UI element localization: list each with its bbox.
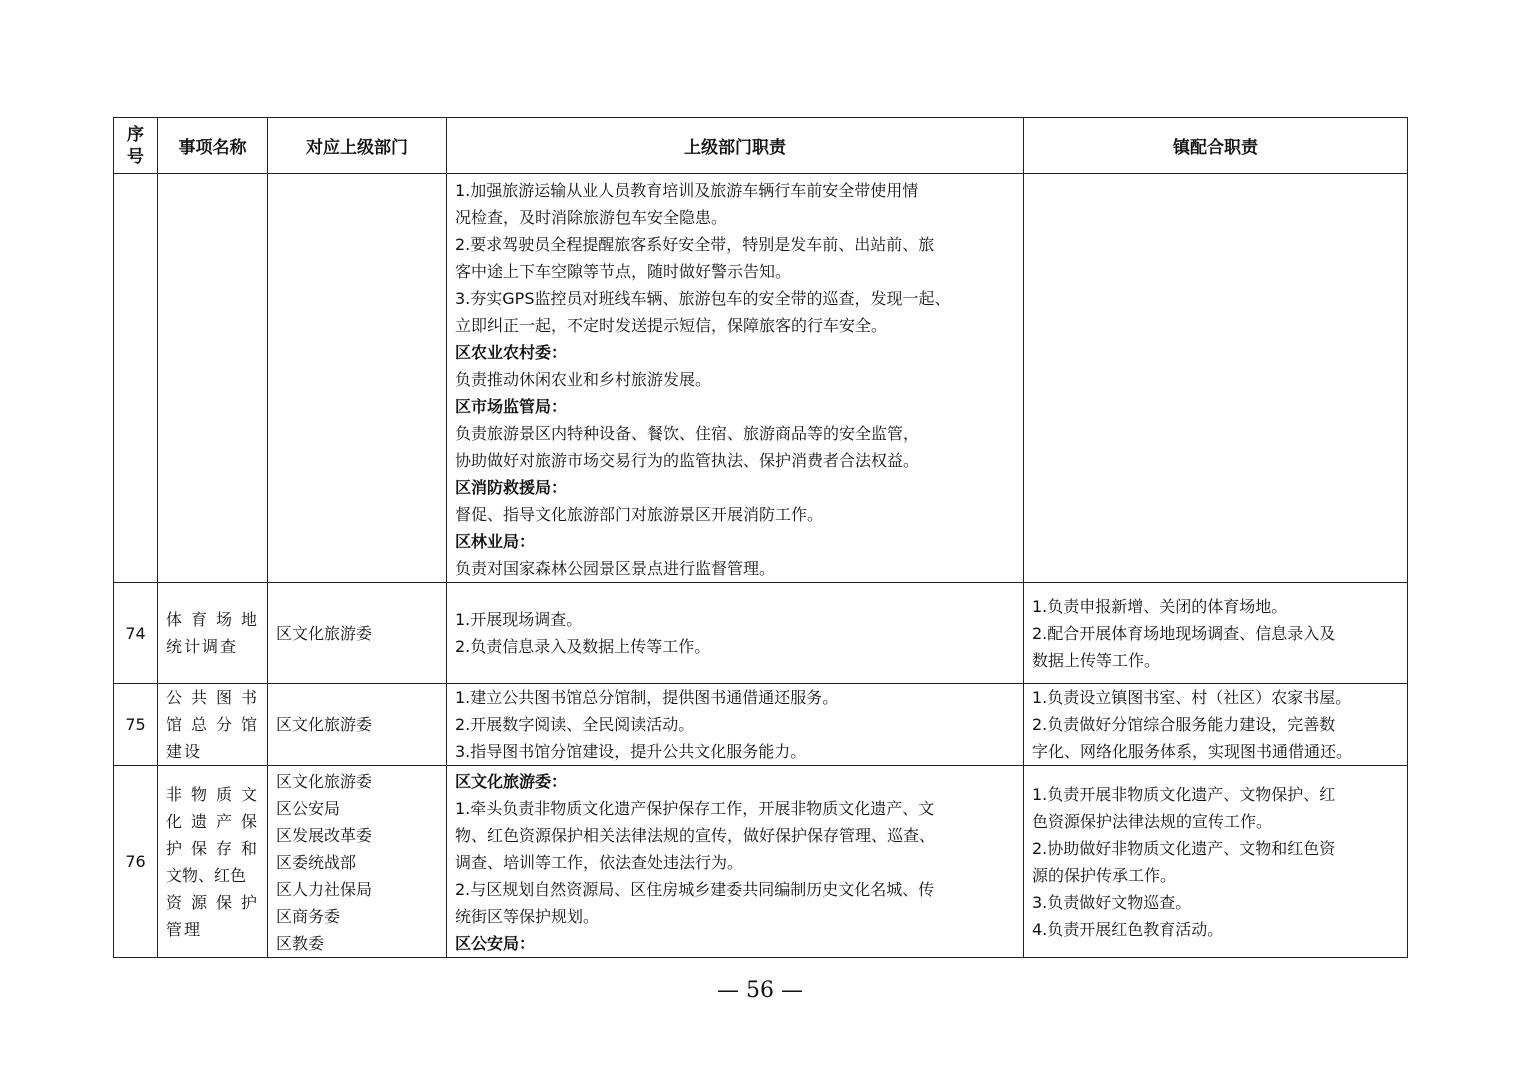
- header-seq: [114, 118, 158, 174]
- town-line: 字化、网络化服务体系，实现图书通借通还。: [1032, 742, 1353, 761]
- dept-line: 区文化旅游委: [276, 715, 373, 734]
- name-line: 公共图书: [166, 688, 259, 707]
- town-line: 1.负责设立镇图书室、村（社区）农家书屋。: [1032, 688, 1352, 707]
- duty-line: 2.开展数字阅读、全民阅读活动。: [455, 715, 695, 734]
- duty-dept-heading: 区文化旅游委：: [455, 772, 568, 791]
- duty-line: 负责对国家森林公园景区景点进行监督管理。: [455, 559, 776, 578]
- dept-line: 区文化旅游委: [276, 623, 373, 643]
- dept-line: 区公安局: [276, 799, 341, 818]
- duty-line: 立即纠正一起，不定时发送提示短信，保障旅客的行车安全。: [455, 316, 888, 335]
- table-row: [114, 583, 1408, 684]
- name-line: 统计调查: [166, 637, 239, 656]
- name-line: 体育场地: [166, 610, 259, 629]
- name-line: 馆总分馆: [166, 715, 259, 734]
- duty-line: 1.牵头负责非物质文化遗产保护保存工作，开展非物质文化遗产、文: [455, 799, 935, 818]
- dept-line: 区文化旅游委: [276, 772, 373, 791]
- duty-line: 物、红色资源保护相关法律法规的宣传，做好保护保存管理、巡查、: [455, 826, 936, 845]
- duty-cell: [447, 766, 1024, 958]
- header-duty: 上级部门职责: [447, 118, 1024, 174]
- name-line: 资源保护: [166, 892, 259, 912]
- dept-line: 区商务委: [276, 907, 341, 926]
- duty-line: 3.指导图书馆分馆建设，提升公共文化服务能力。: [455, 742, 807, 761]
- duty-line: 客中途上下车空隙等节点，随时做好警示告知。: [455, 262, 792, 281]
- duty-line: 2.与区规划自然资源局、区住房城乡建委共同编制历史文化名城、传: [455, 880, 935, 899]
- name-cell: [158, 684, 268, 766]
- name-line: 管理: [166, 919, 203, 939]
- town-line: 色资源保护法律法规的宣传工作。: [1032, 811, 1273, 831]
- town-line: 数据上传等工作。: [1032, 650, 1161, 670]
- page-number: — 56 —: [717, 978, 803, 1003]
- dept-cell: [268, 684, 447, 766]
- town-line: 3.负责做好文物巡查。: [1032, 892, 1192, 912]
- dept-line: 区发展改革委: [276, 826, 373, 845]
- name-cell: [158, 174, 268, 583]
- name-line: 文物、红色: [166, 865, 247, 885]
- dept-line: 区人力社保局: [276, 880, 373, 899]
- duty-line: 况检查，及时消除旅游包车安全隐患。: [455, 208, 728, 227]
- header-name: 事项名称: [158, 118, 268, 174]
- duty-line: 3.夯实GPS监控员对班线车辆、旅游包车的安全带的巡查，发现一起、: [455, 289, 951, 308]
- duty-dept-heading: 区林业局：: [455, 532, 536, 551]
- town-line: 1.负责开展非物质文化遗产、文物保护、红: [1032, 784, 1336, 804]
- duty-cell: [447, 583, 1024, 684]
- town-line: 2.负责做好分馆综合服务能力建设，完善数: [1032, 715, 1336, 734]
- duty-line: 协助做好对旅游市场交易行为的监管执法、保护消费者合法权益。: [455, 451, 920, 470]
- duty-line: 1.开展现场调查。: [455, 610, 583, 629]
- responsibility-table: [113, 117, 1408, 958]
- dept-cell: [268, 766, 447, 958]
- duty-line: 1.加强旅游运输从业人员教育培训及旅游车辆行车前安全带使用情: [455, 181, 919, 200]
- duty-line: 负责旅游景区内特种设备、餐饮、住宿、旅游商品等的安全监管，: [455, 424, 920, 443]
- duty-dept-heading: 区市场监管局：: [455, 397, 568, 416]
- town-line: 4.负责开展红色教育活动。: [1032, 919, 1224, 939]
- header-dept: 对应上级部门: [268, 118, 447, 174]
- duty-line: 统街区等保护规划。: [455, 907, 600, 926]
- seq-cell: 74: [114, 583, 158, 684]
- duty-dept-heading: 区公安局：: [455, 934, 536, 953]
- name-line: 非物质文: [166, 784, 259, 804]
- duty-line: 2.负责信息录入及数据上传等工作。: [455, 637, 711, 656]
- header-seq-line: 号: [127, 146, 144, 167]
- town-line: 2.配合开展体育场地现场调查、信息录入及: [1032, 623, 1336, 643]
- name-cell: [158, 583, 268, 684]
- town-cell: [1024, 583, 1408, 684]
- dept-line: 区教委: [276, 934, 325, 953]
- town-cell: [1024, 684, 1408, 766]
- header-town: 镇配合职责: [1024, 118, 1408, 174]
- duty-line: 1.建立公共图书馆总分馆制，提供图书通借通还服务。: [455, 688, 839, 707]
- seq-cell: 76: [114, 766, 158, 958]
- dept-cell: [268, 583, 447, 684]
- duty-cell: [447, 684, 1024, 766]
- town-line: 2.协助做好非物质文化遗产、文物和红色资: [1032, 838, 1336, 858]
- town-line: 1.负责申报新增、关闭的体育场地。: [1032, 596, 1288, 616]
- duty-dept-heading: 区消防救援局：: [455, 478, 568, 497]
- name-line: 建设: [166, 742, 203, 761]
- duty-dept-heading: 区农业农村委：: [455, 343, 568, 362]
- dept-cell: [268, 174, 447, 583]
- name-line: 护保存和: [166, 838, 259, 858]
- seq-cell: [114, 174, 158, 583]
- name-line: 化遗产保: [166, 811, 259, 831]
- duty-line: 负责推动休闲农业和乡村旅游发展。: [455, 370, 712, 389]
- table-row: [114, 766, 1408, 958]
- header-row: [114, 118, 1408, 174]
- table-row: [114, 684, 1408, 766]
- seq-cell: 75: [114, 684, 158, 766]
- duty-line: 督促、指导文化旅游部门对旅游景区开展消防工作。: [455, 505, 824, 524]
- town-line: 源的保护传承工作。: [1032, 865, 1177, 885]
- town-cell: [1024, 766, 1408, 958]
- table-row: [114, 174, 1408, 583]
- duty-line: 2.要求驾驶员全程提醒旅客系好安全带，特别是发车前、出站前、旅: [455, 235, 935, 254]
- duty-cell: [447, 174, 1024, 583]
- duty-line: 调查、培训等工作，依法查处违法行为。: [455, 853, 744, 872]
- header-seq-line: 序: [127, 124, 144, 145]
- town-cell: [1024, 174, 1408, 583]
- name-cell: [158, 766, 268, 958]
- dept-line: 区委统战部: [276, 853, 357, 872]
